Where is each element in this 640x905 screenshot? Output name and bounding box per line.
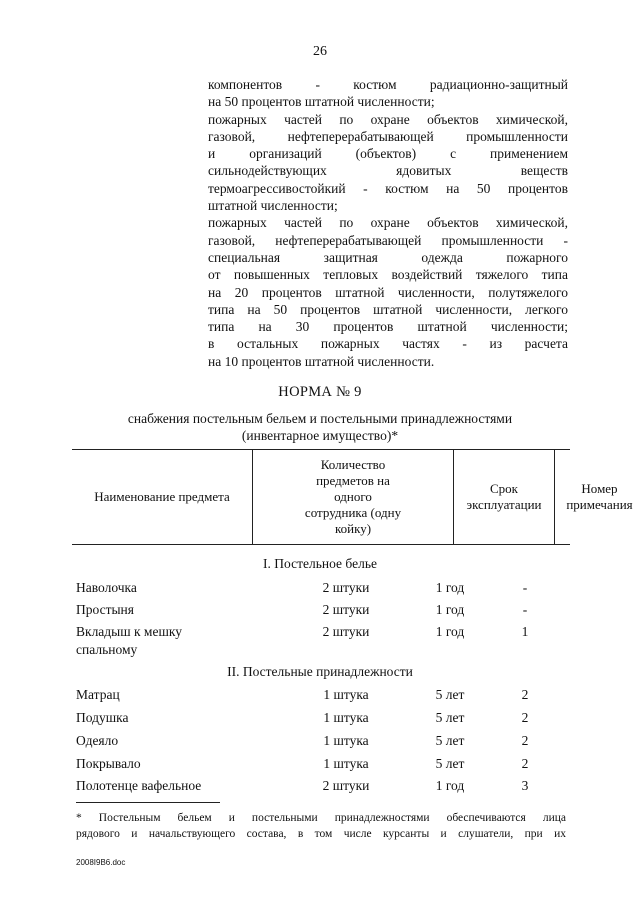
paragraph-line: термоагрессивостойкий - костюм на 50 процентов [208, 180, 568, 196]
file-reference: 2008I9B6.doc [76, 858, 126, 867]
item-term: 5 лет [435, 687, 465, 702]
paragraph-line: в остальных пожарных частях - из расчета [208, 336, 568, 352]
item-name: Матрац [76, 687, 120, 702]
paragraph-line: пожарных частей по охране объектов химической, [208, 111, 568, 127]
item-quantity: 2 штуки [322, 624, 370, 639]
paragraph-line: газовой, нефтеперерабатывающей промышленности - [208, 232, 568, 248]
item-term: 5 лет [435, 733, 465, 748]
item-name [76, 623, 256, 659]
paragraph-line: газовой, нефтеперерабатывающей промышленности [208, 128, 568, 144]
table-header [72, 449, 633, 545]
header-name: Наименование предмета [94, 489, 230, 504]
item-remark: 2 [521, 710, 529, 725]
footnote-line: * Постельным бельем и постельными принадлежностями обеспечиваются лица [76, 812, 566, 824]
paragraph-text [208, 76, 568, 370]
header-remark: Номер примечания [554, 450, 640, 544]
paragraph-line: на 50 процентов штатной численности; [208, 94, 435, 110]
item-term: 5 лет [435, 756, 465, 771]
footnote-line: рядового и начальствующего состава, в том числе курсанты и слушатели, при их [76, 828, 566, 840]
item-name: Простыня [76, 602, 134, 617]
paragraph-line: штатной численности; [208, 198, 338, 214]
paragraph-line: и организаций (объектов) с применением [208, 146, 568, 162]
item-remark: 3 [521, 778, 529, 793]
norma-subtitle [0, 410, 640, 444]
item-remark: - [522, 602, 528, 617]
item-name-line: Вкладыш к мешку [76, 624, 182, 639]
footnote [76, 810, 566, 842]
item-term: 1 год [435, 778, 465, 793]
item-remark: 2 [521, 687, 529, 702]
paragraph-line: компонентов - костюм радиационно-защитный [208, 77, 568, 92]
item-name: Полотенце вафельное [76, 778, 202, 793]
paragraph-line: типа на 30 процентов штатной численности; [208, 319, 568, 335]
item-name: Покрывало [76, 756, 141, 771]
item-term: 1 год [435, 580, 465, 595]
item-name-line: спальному [76, 642, 138, 657]
item-quantity: 2 штуки [322, 778, 370, 793]
item-quantity: 1 штука [323, 756, 369, 771]
header-term: Срок эксплуатации [453, 450, 554, 544]
item-quantity: 2 штуки [322, 580, 370, 595]
header-quantity: Количество предметов на одного сотрудника (одну койку) [252, 450, 453, 544]
footnote-divider [76, 802, 220, 803]
item-quantity: 1 штука [323, 733, 369, 748]
paragraph-line: на 10 процентов штатной численности. [208, 353, 435, 369]
section-title: II. Постельные принадлежности [227, 664, 413, 679]
norma-subtitle-line: (инвентарное имущество)* [241, 428, 399, 443]
paragraph-line: пожарных частей по охране объектов химической, [208, 215, 568, 231]
item-name: Наволочка [76, 580, 137, 595]
item-remark: 2 [521, 733, 529, 748]
paragraph-line: типа на 50 процентов штатной численности, легкого [208, 301, 568, 317]
item-remark: 1 [521, 624, 529, 639]
item-name: Подушка [76, 710, 129, 725]
paragraph-line: специальная защитная одежда пожарного [208, 249, 568, 265]
item-quantity: 1 штука [323, 710, 369, 725]
paragraph-line: сильнодействующих ядовитых веществ [208, 163, 568, 179]
paragraph-line: на 20 процентов штатной численности, полутяжелого [208, 284, 568, 300]
item-term: 1 год [435, 602, 465, 617]
item-term: 5 лет [435, 710, 465, 725]
item-quantity: 2 штуки [322, 602, 370, 617]
item-remark: 2 [521, 756, 529, 771]
paragraph-line: от повышенных тепловых воздействий тяжелого типа [208, 267, 568, 283]
item-remark: - [522, 580, 528, 595]
item-quantity: 1 штука [323, 687, 369, 702]
item-name: Одеяло [76, 733, 119, 748]
norma-subtitle-line: снабжения постельным бельем и постельными принадлежностями [127, 411, 513, 426]
item-term: 1 год [435, 624, 465, 639]
norma-title: НОРМА № 9 [278, 384, 362, 400]
section-title: I. Постельное белье [263, 556, 377, 571]
page-number: 26 [313, 44, 327, 59]
